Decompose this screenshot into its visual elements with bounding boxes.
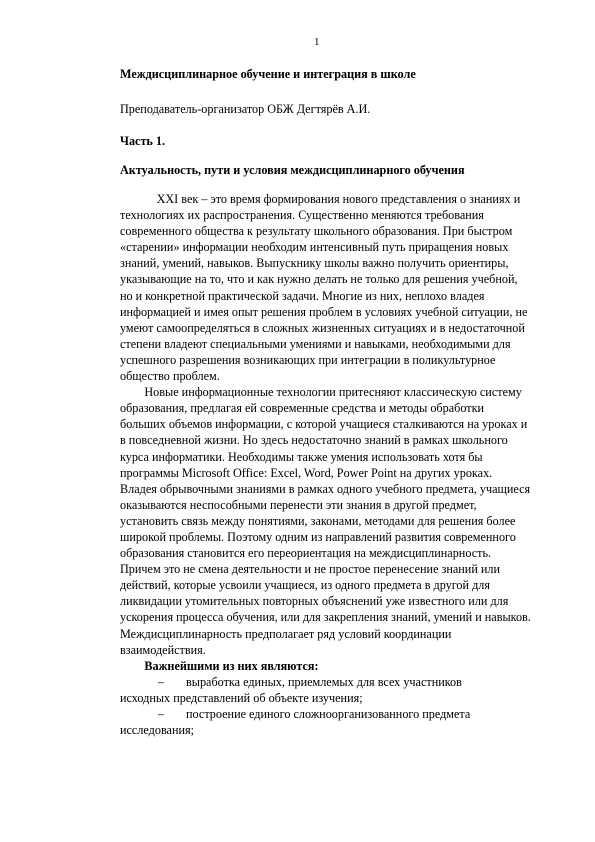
paragraph-line: общество проблем. [120, 369, 220, 384]
list-item-text: выработка единых, приемлемых для всех участников [186, 674, 462, 689]
list-dash: – [158, 674, 165, 689]
part-heading: Часть 1. [120, 134, 166, 148]
paragraph-line: образования, предлагая ей современные средства и методы обработки [120, 401, 485, 416]
paragraph-line: взаимодействия. [120, 642, 206, 657]
paragraph-line: ускорения процесса обучения, или для закрепления знаний, умений и навыков. [120, 610, 531, 625]
page-number: 1 [314, 36, 320, 48]
paragraph-line: Междисциплинарность предполагает ряд условий координации [120, 626, 452, 641]
paragraph-line: оказываются неспособными перенести эти знания в другой предмет, [120, 497, 477, 512]
paragraph-line: успешного разрешения возникающих при интеграции в поликультурное [120, 352, 496, 367]
paragraph-line: широкой проблемы. Поэтому одним из направлений развития современного [120, 529, 516, 544]
paragraph-line: больших объемов информации, с которой учащиеся сталкиваются на уроках и [120, 417, 528, 432]
paragraph-line: технологиях их распространения. Существенно меняются требования [120, 208, 484, 223]
section-title: Актуальность, пути и условия междисциплинарного обучения [120, 163, 465, 177]
paragraph-line: установить связь между понятиями, законами, методами для решения более [120, 513, 516, 528]
paragraph-line: информацией и имея опыт решения проблем в условиях учебной ситуации, не [120, 304, 528, 319]
conditions-heading: Важнейшими из них являются: [120, 658, 319, 673]
paragraph-line: «старении» информации необходим интенсивный путь приращения новых [120, 240, 509, 255]
list-item-text: построение единого сложноорганизованного предмета [186, 707, 471, 721]
paragraph-line: образования становится его переориентация на междисциплинарность. [120, 546, 492, 561]
paragraph-line: указывающие на то, что и как нужно делать не только для решения учебной, [120, 272, 518, 287]
document-title: Междисциплинарное обучение и интеграция в школе [120, 67, 416, 81]
paragraph-line: современного общества к результату школьного образования. При быстром [120, 224, 513, 239]
paragraph-line: знаний, умений, навыков. Выпускнику школы важно получить ориентиры, [120, 256, 509, 271]
list-item [120, 674, 560, 690]
author-line: Преподаватель-организатор ОБЖ Дегтярёв А.И. [120, 102, 371, 116]
paragraph-line: XXI век – это время формирования нового представления о знаниях и [120, 192, 521, 206]
paragraph-line: Новые информационные технологии притесняют классическую систему [120, 385, 522, 400]
list-dash: – [158, 707, 165, 721]
paragraph-line: программы Microsoft Office: Excel, Word, Power Point на других уроках. [120, 465, 493, 480]
paragraph-line: курса информатики. Необходимы также умения использовать хотя бы [120, 449, 483, 464]
paragraph-line: степени владеют специальными умениями и навыками, необходимыми для [120, 336, 511, 351]
list-item [120, 706, 560, 722]
paragraph-line: но и конкретной практической задачи. Многие из них, неплохо владея [120, 288, 485, 303]
paragraph-line: умеют самоопределяться в сложных жизненных ситуациях и в недостаточной [120, 320, 525, 335]
paragraph-line: ликвидации утомительных повторных объяснений уже известного или для [120, 594, 509, 609]
body-text [120, 191, 560, 738]
paragraph-line: Причем это не смена деятельности и не простое перенесение знаний или [120, 562, 501, 577]
paragraph-line: в повседневной жизни. Но здесь недостаточно знаний в рамках школьного [120, 433, 508, 448]
paragraph-line: Владея обрывочными знаниями в рамках одного учебного предмета, учащиеся [120, 481, 531, 496]
list-item-continuation: исходных представлений об объекте изучения; [120, 690, 363, 705]
paragraph-line: действий, которые усвоили учащиеся, из одного предмета в другой для [120, 578, 490, 593]
list-item-continuation: исследования; [120, 723, 195, 738]
